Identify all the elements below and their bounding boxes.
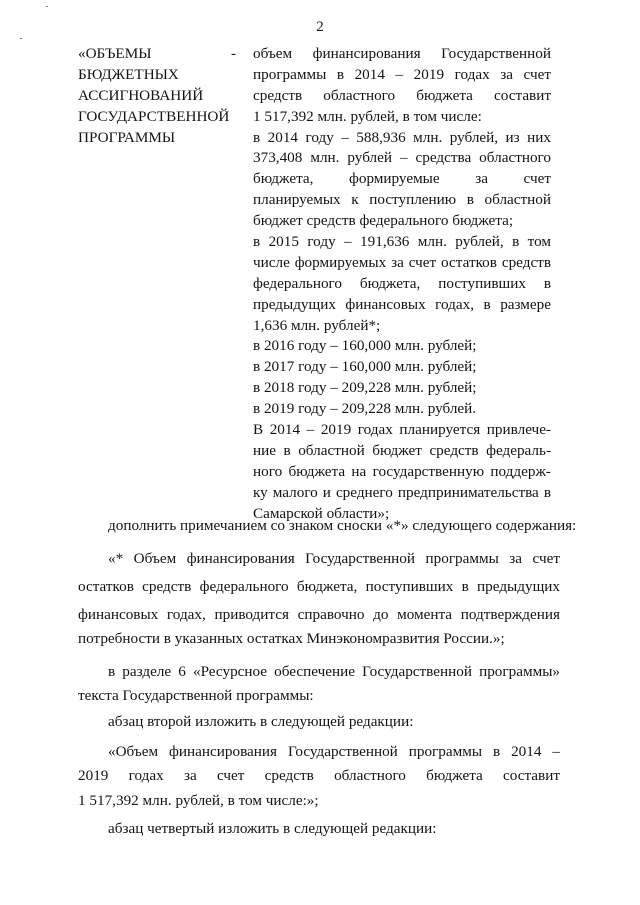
body-line: финансовых годах, приводится справочно до момента подтверждения <box>78 606 560 623</box>
passport-heading-line: ПРОГРАММЫ <box>78 128 176 146</box>
body-line: в разделе 6 «Ресурсное обеспечение Государственной программы» <box>108 663 560 680</box>
passport-content-line: 373,408 млн. рублей – средства областного <box>253 149 551 167</box>
passport-dash: - <box>231 45 237 62</box>
body-line: «Объем финансирования Государственной программы в 2014 – <box>108 743 560 760</box>
passport-content-line: в 2019 году – 209,228 млн. рублей. <box>253 400 477 418</box>
passport-heading-line: ГОСУДАРСТВЕННОЙ <box>78 107 230 125</box>
body-line: 2019 годах за счет средств областного бюджета составит <box>78 767 560 784</box>
passport-content-line: бюджет средств федерального бюджета; <box>253 212 514 230</box>
passport-content-line: в 2018 году – 209,228 млн. рублей; <box>253 379 477 397</box>
passport-content-line: бюджета, формируемые за счет <box>253 170 551 188</box>
page-number: 2 <box>316 19 324 35</box>
passport-content <box>253 44 551 524</box>
body-line: 1 517,392 млн. рублей, в том числе:»; <box>78 792 319 809</box>
passport-content-line: программы в 2014 – 2019 годах за счет <box>253 65 551 83</box>
body-line: текста Государственной программы: <box>78 687 314 704</box>
passport-content-line: 1,636 млн. рублей*; <box>253 316 381 334</box>
passport-content-line: 1 517,392 млн. рублей, в том числе: <box>253 107 482 125</box>
body-line: остатков средств федерального бюджета, поступивших в предыдущих <box>78 578 560 595</box>
body-line: дополнить примечанием со знаком сноски «*» следующего содержания: <box>108 517 577 534</box>
passport-content-line: объем финансирования Государственной <box>253 45 551 62</box>
body-line: потребности в указанных остатках Минэкономразвития России.»; <box>78 630 505 647</box>
passport-content-line: ку малого и среднего предпринимательства в <box>253 483 551 501</box>
scan-speck <box>46 6 48 7</box>
passport-content-line: в 2016 году – 160,000 млн. рублей; <box>253 337 477 355</box>
body-line: «* Объем финансирования Государственной программы за счет <box>108 550 560 567</box>
passport-content-line: средств областного бюджета составит <box>253 86 551 104</box>
passport-heading-line: «ОБЪЕМЫ <box>78 45 152 62</box>
scan-speck <box>20 38 22 39</box>
passport-heading <box>78 44 248 148</box>
passport-content-line: ние в областной бюджет средств федераль- <box>253 441 551 459</box>
passport-content-line: планируемых к поступлению в областной <box>253 191 551 209</box>
passport-content-line: в 2014 году – 588,936 млн. рублей, из них <box>253 128 551 146</box>
passport-row <box>78 44 568 522</box>
passport-content-line: числе формируемых за счет остатков средств <box>253 253 551 271</box>
passport-content-line: ного бюджета на государственную поддерж- <box>253 462 551 480</box>
passport-content-line: федерального бюджета, поступивших в <box>253 274 551 292</box>
passport-heading-line: АССИГНОВАНИЙ <box>78 86 204 104</box>
passport-content-line: В 2014 – 2019 годах планируется привлече- <box>253 421 551 439</box>
body-line: абзац второй изложить в следующей редакции: <box>108 713 414 730</box>
passport-content-line: в 2015 году – 191,636 млн. рублей, в том <box>253 233 551 251</box>
passport-heading-line: БЮДЖЕТНЫХ <box>78 65 179 83</box>
passport-content-line: в 2017 году – 160,000 млн. рублей; <box>253 358 477 376</box>
passport-content-line: Самарской области»; <box>253 504 390 522</box>
passport-content-line: предыдущих финансовых годах, в размере <box>253 295 551 313</box>
body-line: абзац четвертый изложить в следующей редакции: <box>108 820 437 837</box>
